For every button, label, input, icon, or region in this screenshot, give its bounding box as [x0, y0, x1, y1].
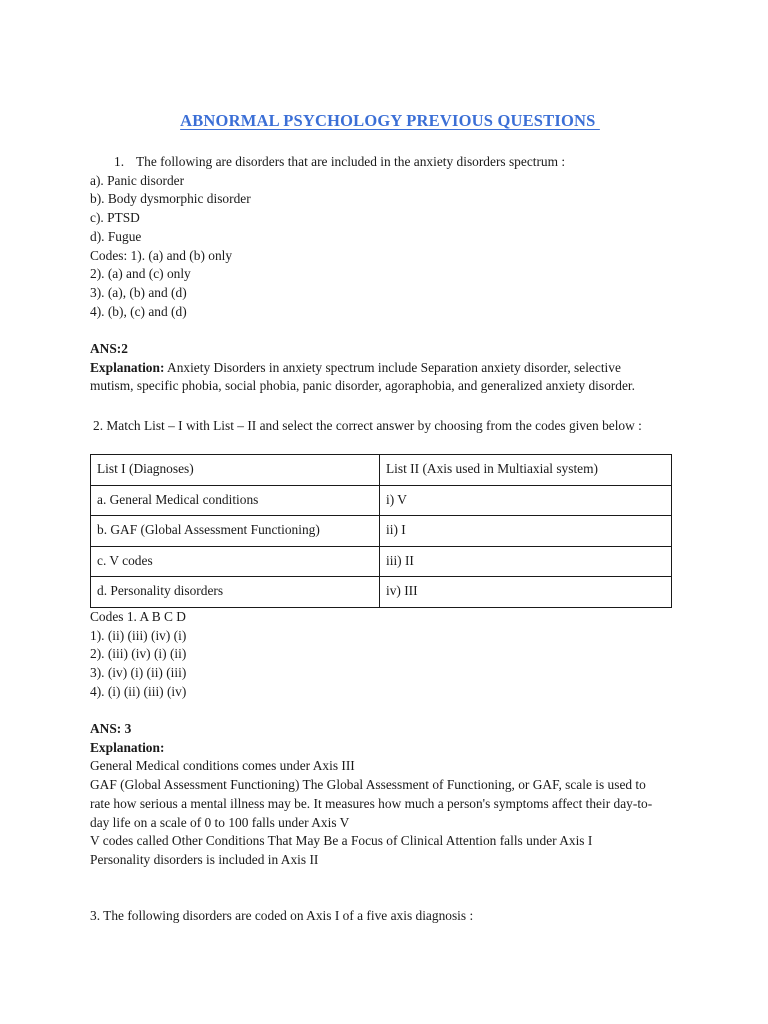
table-cell: List II (Axis used in Multiaxial system): [380, 455, 672, 486]
table-row: [91, 577, 672, 608]
table-cell: ii) I: [380, 516, 672, 547]
code-1: Codes: 1). (a) and (b) only: [90, 247, 233, 263]
table-cell: b. GAF (Global Assessment Functioning): [91, 516, 380, 547]
table-cell: c. V codes: [91, 546, 380, 577]
option-c: c). PTSD: [90, 210, 140, 226]
question-2-explanation-line-3: rate how serious a mental illness may be. It measures how much a person's symptoms affect their day-to-: [90, 795, 653, 811]
code-2: 2). (a) and (c) only: [90, 266, 191, 282]
table-row: [91, 546, 672, 577]
page-title: ABNORMAL PSYCHOLOGY PREVIOUS QUESTIONS: [180, 111, 600, 130]
question-1-number: 1.: [114, 154, 125, 169]
question-1-answer-block: [90, 340, 690, 396]
question-1-stem: [90, 153, 690, 172]
table-cell: iv) III: [380, 577, 672, 608]
question-2-explanation-line-5: V codes called Other Conditions That May Be a Focus of Clinical Attention falls under Axis I: [90, 833, 593, 849]
table-row: [91, 455, 672, 486]
match-table: [90, 454, 672, 608]
table-row: [91, 485, 672, 516]
table-cell: i) V: [380, 485, 672, 516]
table-cell: List I (Diagnoses): [91, 455, 380, 486]
question-1-explanation-line-2: mutism, specific phobia, social phobia, panic disorder, agoraphobia, and generalized anxiety disorder.: [90, 378, 635, 394]
code-4: 4). (b), (c) and (d): [90, 303, 187, 319]
table-cell: iii) II: [380, 546, 672, 577]
code-2: 2). (iii) (iv) (i) (ii): [90, 646, 187, 662]
question-2-explanation-line-4: day life on a scale of 0 to 100 falls under Axis V: [90, 814, 350, 830]
code-3: 3). (iv) (i) (ii) (iii): [90, 665, 187, 681]
table-row: [91, 516, 672, 547]
question-2-codes: [90, 608, 690, 702]
option-a: a). Panic disorder: [90, 172, 185, 188]
code-1: 1). (ii) (iii) (iv) (i): [90, 627, 187, 643]
question-3-text: 3. The following disorders are coded on Axis I of a five axis diagnosis :: [90, 908, 474, 923]
explanation-label: Explanation:: [90, 359, 165, 375]
question-2-answer-block: [90, 720, 690, 870]
question-3: [90, 907, 690, 926]
code-3: 3). (a), (b) and (d): [90, 284, 187, 300]
question-1-text: The following are disorders that are included in the anxiety disorders spectrum :: [136, 154, 566, 169]
option-b: b). Body dysmorphic disorder: [90, 191, 251, 207]
question-1: [90, 153, 690, 321]
question-2: [90, 417, 690, 436]
table-cell: d. Personality disorders: [91, 577, 380, 608]
question-2-text: 2. Match List – I with List – II and select the correct answer by choosing from the codes given below :: [93, 418, 642, 433]
option-d: d). Fugue: [90, 228, 142, 244]
code-4: 4). (i) (ii) (iii) (iv): [90, 683, 187, 699]
question-1-explanation-line-1: [90, 359, 690, 378]
question-2-explanation-line-1: General Medical conditions comes under Axis III: [90, 758, 355, 774]
question-2-answer: ANS: 3: [90, 721, 132, 736]
question-2-explanation-line-6: Personality disorders is included in Axis II: [90, 851, 319, 867]
code-header: Codes 1. A B C D: [90, 609, 186, 624]
question-2-explanation-line-2: GAF (Global Assessment Functioning) The Global Assessment of Functioning, or GAF, scale is used to: [90, 777, 646, 793]
question-1-answer: ANS:2: [90, 341, 128, 356]
table-cell: a. General Medical conditions: [91, 485, 380, 516]
explanation-label: Explanation:: [90, 739, 165, 755]
explanation-text: Anxiety Disorders in anxiety spectrum include Separation anxiety disorder, selective: [164, 359, 621, 375]
